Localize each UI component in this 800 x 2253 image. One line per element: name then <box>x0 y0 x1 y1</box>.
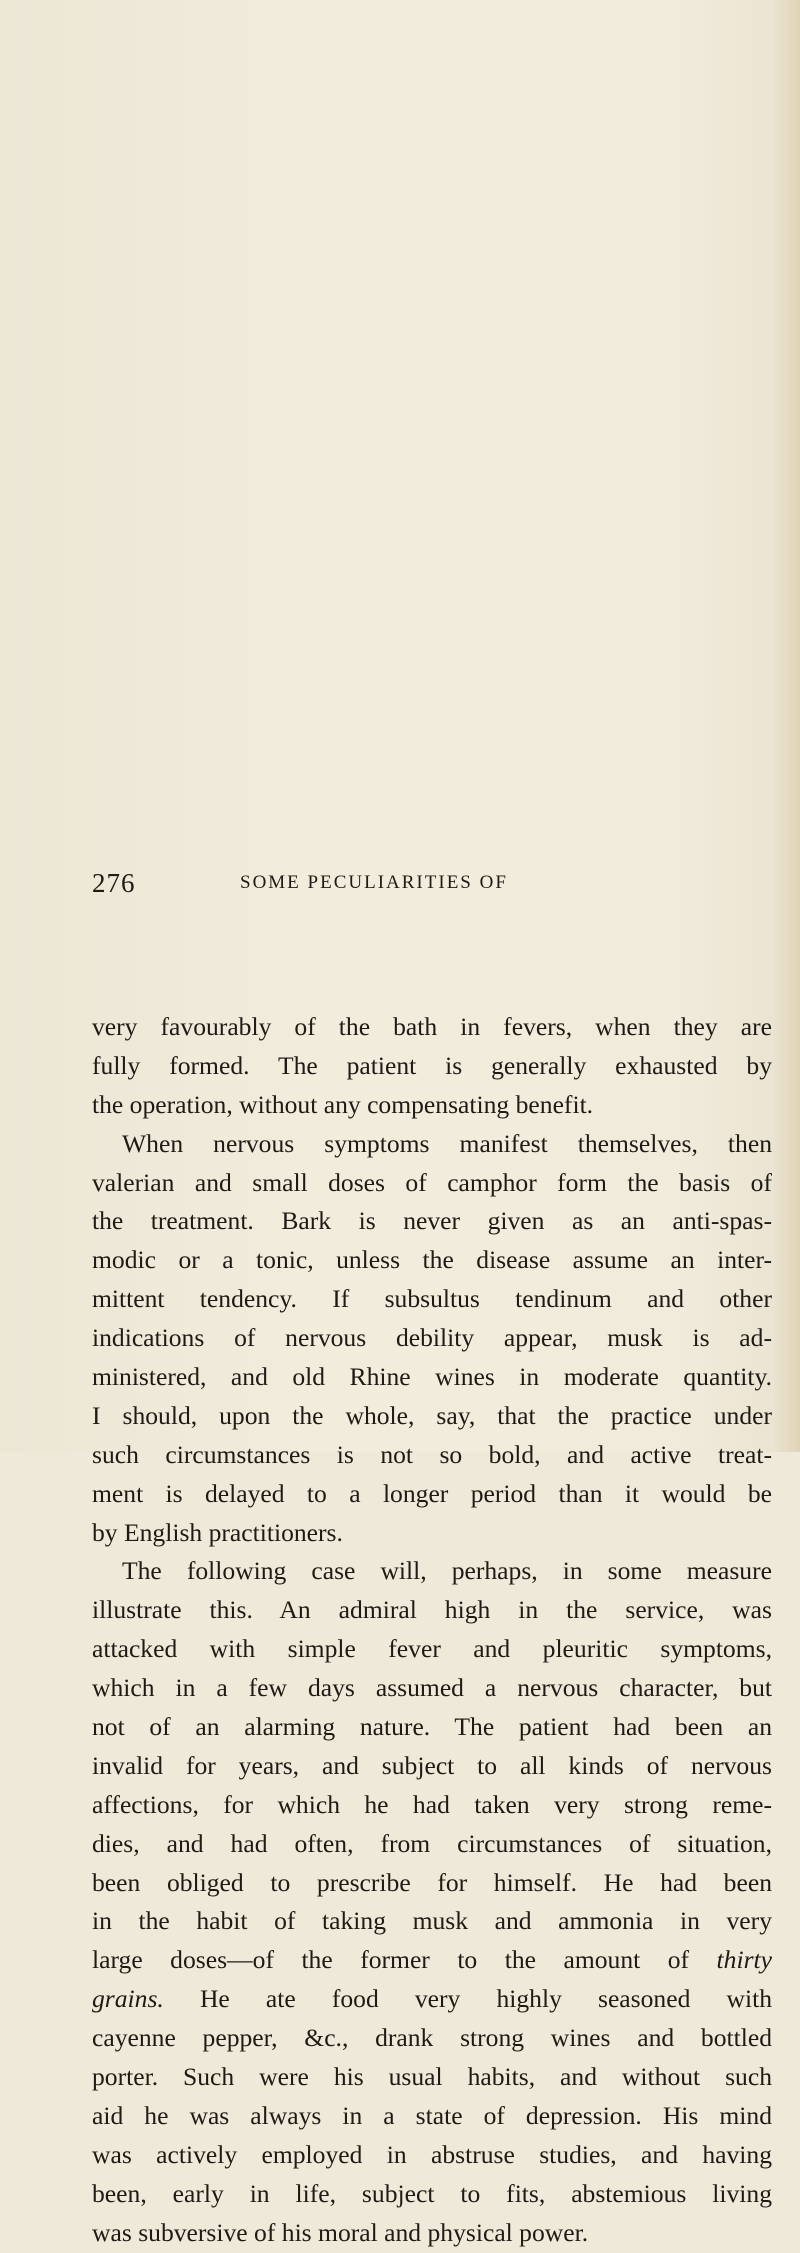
text-line: porter. Such were his usual habits, and without such <box>92 2062 772 2092</box>
text-line: modic or a tonic, unless the disease assume an inter- <box>92 1245 772 1275</box>
text-line: not of an alarming nature. The patient had been an <box>92 1712 772 1742</box>
text-line: was subversive of his moral and physical power. <box>92 2217 589 2247</box>
page-number: 276 <box>92 868 136 898</box>
text-segment: large doses—of the former to the amount of <box>92 1945 690 1975</box>
text-line: valerian and small doses of camphor form the basis of <box>92 1167 772 1197</box>
italic-text: grains. <box>92 1984 164 2014</box>
text-line: very favourably of the bath in fevers, when they are <box>92 1012 772 1041</box>
text-line-mixed <box>92 1941 772 1980</box>
text-line: The following case will, perhaps, in some measure <box>122 1556 772 1586</box>
running-head-title: SOME PECULIARITIES OF <box>240 872 508 893</box>
text-line: attacked with simple fever and pleuritic symptoms, <box>92 1634 772 1664</box>
text-line: indications of nervous debility appear, musk is ad- <box>92 1323 772 1353</box>
page-edge-shadow <box>772 0 800 1452</box>
body-text <box>92 1008 772 2253</box>
text-line: been obliged to prescribe for himself. He had been <box>92 1867 772 1897</box>
italic-text: thirty <box>716 1945 772 1975</box>
text-line: mittent tendency. If subsultus tendinum and other <box>92 1284 772 1314</box>
text-line: the treatment. Bark is never given as an anti-spas- <box>92 1206 772 1236</box>
text-line: affections, for which he had taken very strong reme- <box>92 1789 772 1819</box>
text-line: such circumstances is not so bold, and active treat- <box>92 1439 772 1469</box>
text-line-mixed <box>92 1980 772 2019</box>
text-line: in the habit of taking musk and ammonia in very <box>92 1906 772 1936</box>
text-line: which in a few days assumed a nervous character, but <box>92 1673 772 1703</box>
text-line: dies, and had often, from circumstances of situation, <box>92 1828 772 1858</box>
text-line: ministered, and old Rhine wines in moderate quantity. <box>92 1362 772 1392</box>
text-line: by English practitioners. <box>92 1517 343 1547</box>
text-line: cayenne pepper, &c., drank strong wines and bottled <box>92 2023 772 2053</box>
text-line: ment is delayed to a longer period than it would be <box>92 1478 772 1508</box>
text-line: been, early in life, subject to fits, abstemious living <box>92 2178 772 2208</box>
text-line: fully formed. The patient is generally exhausted by <box>92 1050 772 1080</box>
running-head <box>0 866 800 906</box>
text-line: invalid for years, and subject to all kinds of nervous <box>92 1750 772 1780</box>
text-line: illustrate this. An admiral high in the service, was <box>92 1595 772 1625</box>
text-line: I should, upon the whole, say, that the practice under <box>92 1400 772 1430</box>
text-segment: He ate food very highly seasoned with <box>199 1984 772 2014</box>
text-line: When nervous symptoms manifest themselves, then <box>122 1128 772 1158</box>
text-line: the operation, without any compensating benefit. <box>92 1089 594 1119</box>
text-line: aid he was always in a state of depression. His mind <box>92 2100 772 2130</box>
text-line: was actively employed in abstruse studies, and having <box>92 2139 772 2169</box>
